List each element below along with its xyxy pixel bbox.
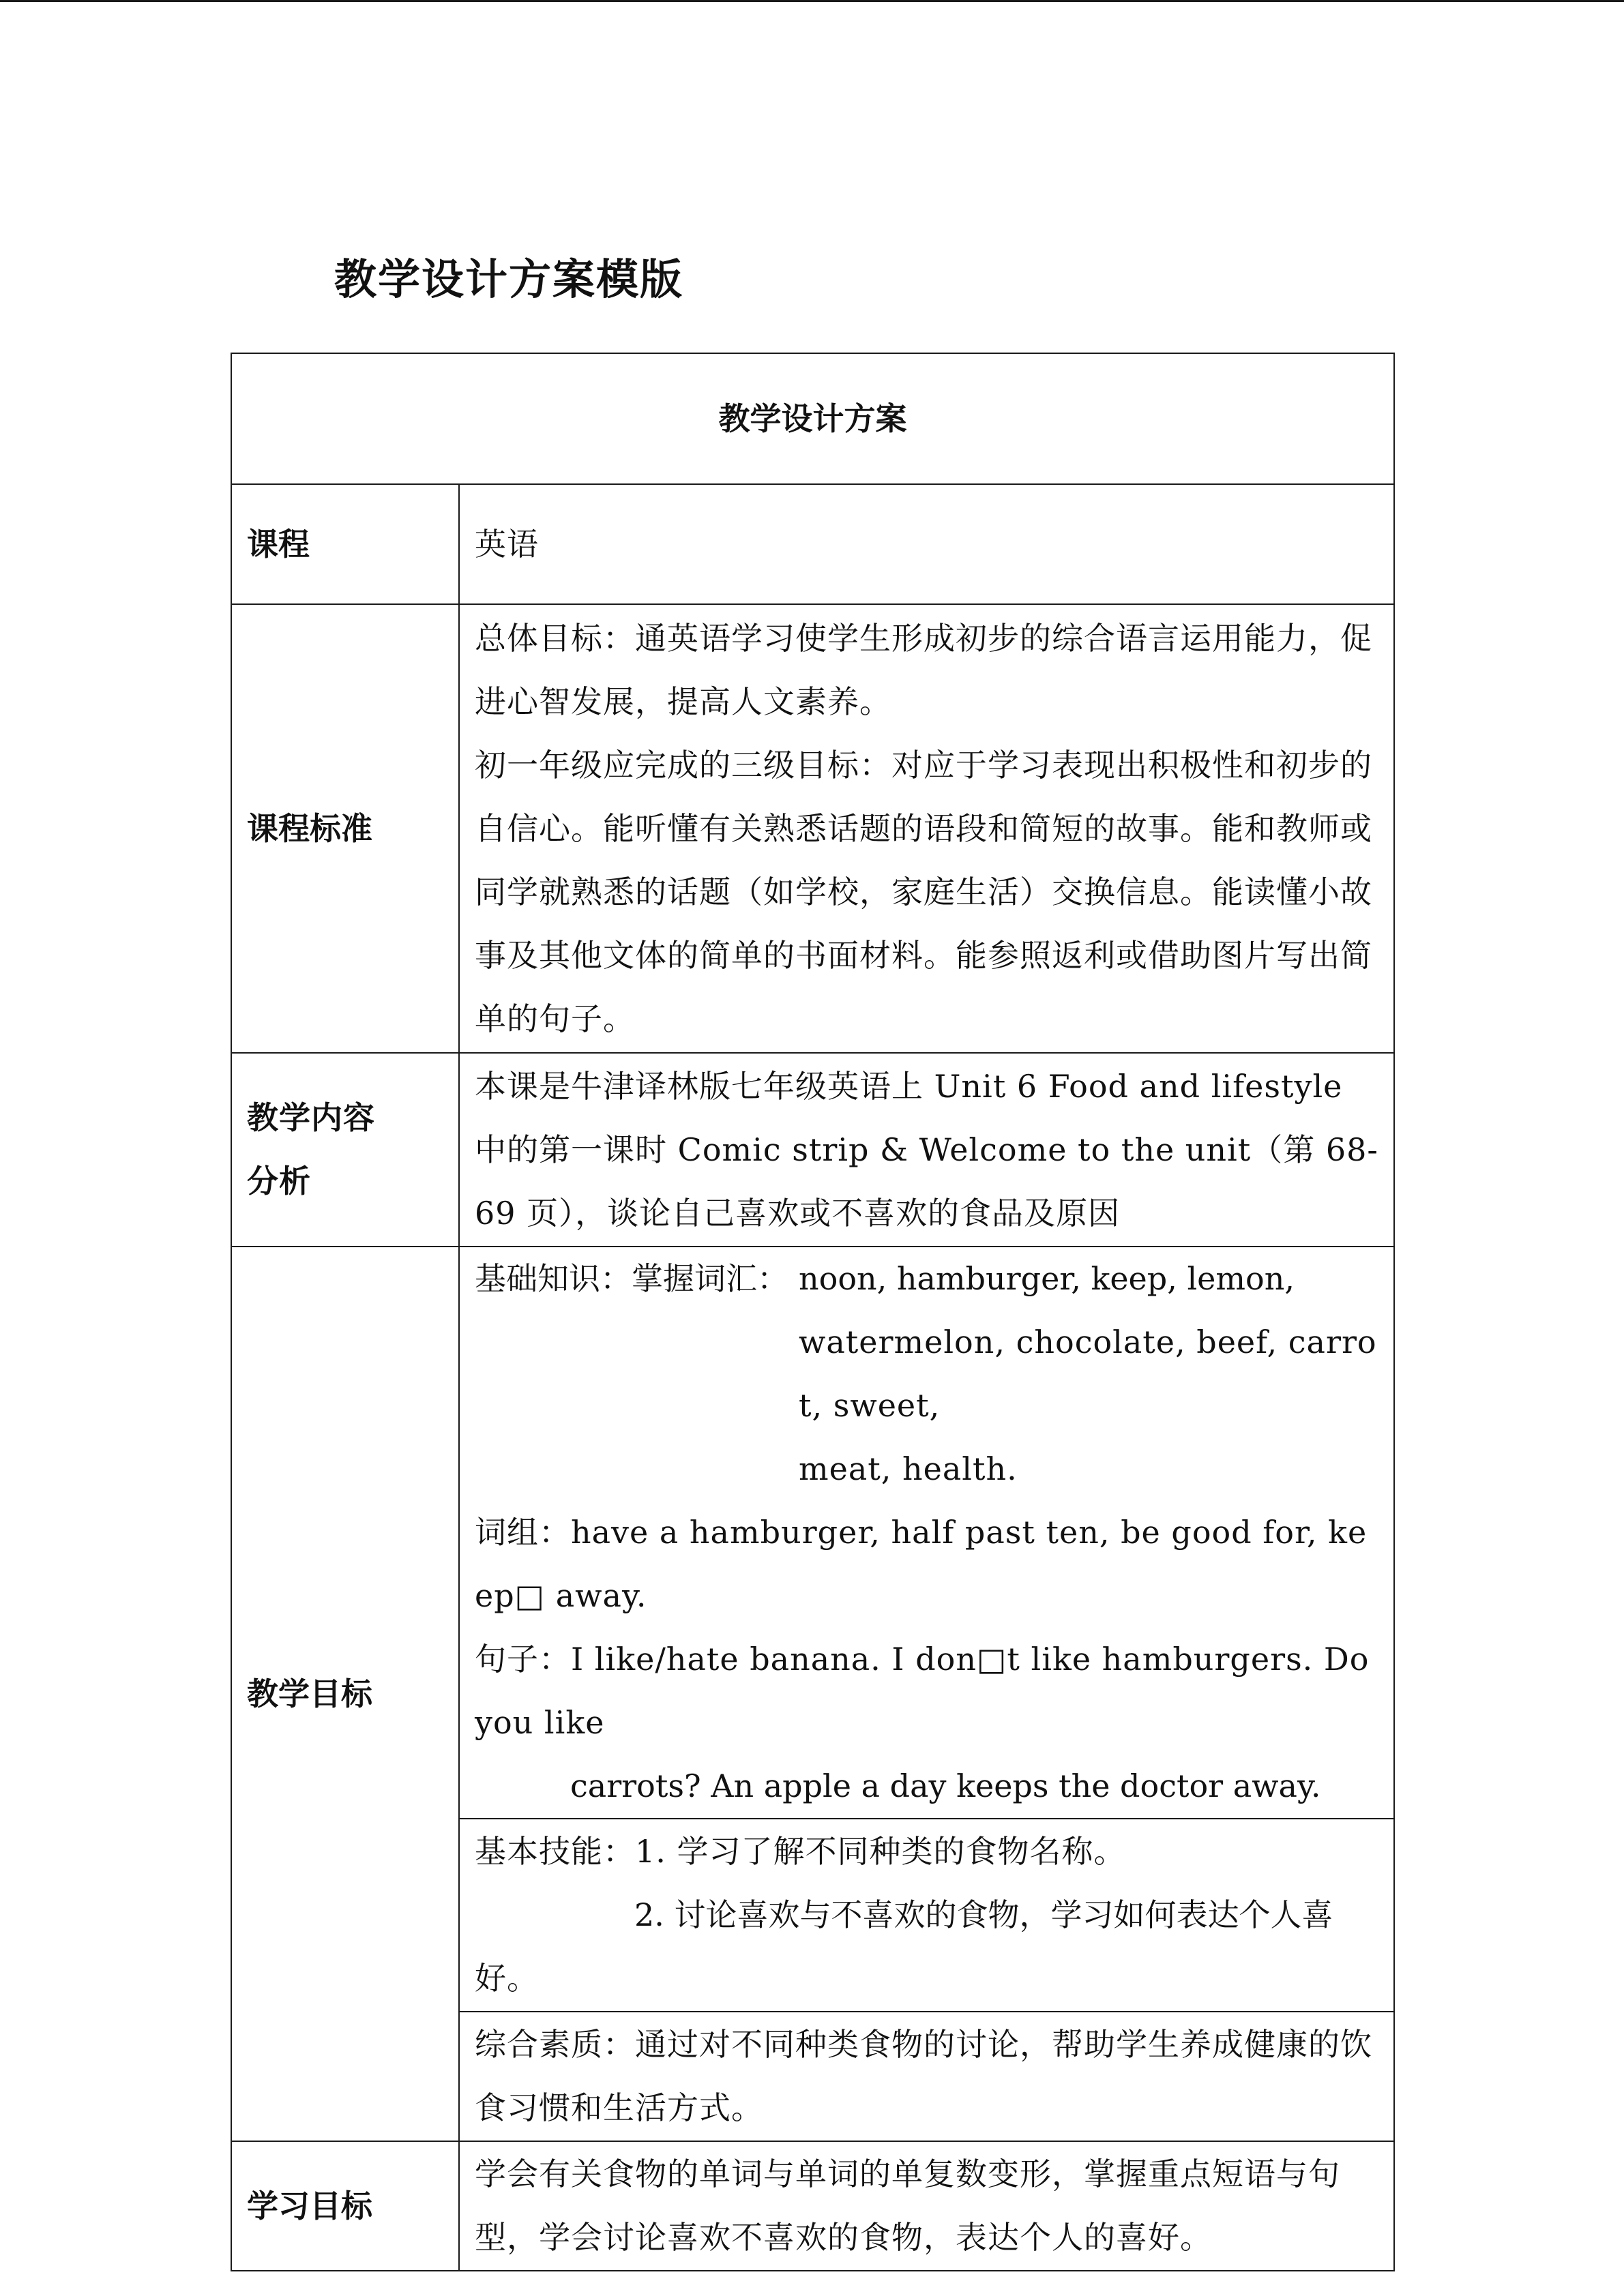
content-label-line1: 教学内容 <box>247 1099 375 1136</box>
objectives-label: 教学目标 <box>231 1247 459 2141</box>
learning-cell <box>459 2141 1394 2271</box>
course-value <box>459 484 1394 604</box>
knowledge-sentences-line1: 句子：I like/hate banana. I don□t like hamburgers. Do you like <box>475 1641 1370 1741</box>
knowledge-sentences-line2: carrots? An apple a day keeps the doctor away. <box>570 1768 1321 1804</box>
standard-overall-goal: 总体目标：通英语学习使学生形成初步的综合语言运用能力，促进心智发展，提高人文素养。 <box>475 619 1372 720</box>
knowledge-vocab-line3: meat, health. <box>799 1450 1018 1487</box>
course-row <box>231 484 1394 604</box>
objectives-skills-cell <box>459 1819 1394 2012</box>
learning-label: 学习目标 <box>231 2141 459 2271</box>
course-label: 课程 <box>231 484 459 604</box>
quality-text: 综合素质：通过对不同种类食物的讨论，帮助学生养成健康的饮食习惯和生活方式。 <box>475 2026 1372 2126</box>
content-row <box>231 1053 1394 1247</box>
skills-line3: 好。 <box>475 1960 539 1997</box>
standard-row <box>231 604 1394 1053</box>
learning-row <box>231 2141 1394 2271</box>
standard-cell <box>459 604 1394 1053</box>
standard-grade-goal: 初一年级应完成的三级目标：对应于学习表现出积极性和初步的自信心。能听懂有关熟悉话题的语段和简短的故事。能和教师或同学就熟悉的话题（如学校，家庭生活）交换信息。能读懂小故事及其他文体的简单的书面材料。能参照返利或借助图片写出简单的句子。 <box>475 746 1372 1037</box>
skills-line2: 2. 讨论喜欢与不喜欢的食物，学习如何表达个人喜 <box>634 1896 1333 1933</box>
content-label-line2: 分析 <box>247 1163 311 1199</box>
knowledge-phrases: 词组：have a hamburger, half past ten, be good for, keep□ away. <box>475 1514 1368 1614</box>
content-cell <box>459 1053 1394 1247</box>
learning-text: 学会有关食物的单词与单词的单复数变形，掌握重点短语与句型，学会讨论喜欢不喜欢的食物，表达个人的喜好。 <box>475 2156 1340 2256</box>
page-top-border <box>0 0 1624 2</box>
objectives-knowledge-row <box>231 1247 1394 1819</box>
knowledge-vocab-line2: watermelon, chocolate, beef, carrot, sweet, <box>799 1324 1377 1424</box>
knowledge-vocab-line1: noon, hamburger, keep, lemon, <box>799 1260 1295 1297</box>
course-value-text: 英语 <box>475 525 539 563</box>
objectives-knowledge-cell <box>459 1247 1394 1819</box>
objectives-quality-cell <box>459 2012 1394 2141</box>
table-header-row <box>231 353 1394 484</box>
skills-line1: 基本技能：1. 学习了解不同种类的食物名称。 <box>475 1833 1126 1870</box>
teaching-plan-table <box>231 353 1395 2271</box>
standard-label: 课程标准 <box>231 604 459 1053</box>
content-label <box>231 1053 459 1247</box>
knowledge-prefix: 基础知识：掌握词汇： <box>475 1260 788 1297</box>
content-text: 本课是牛津译林版七年级英语上 Unit 6 Food and lifestyle 中的第一课时 Comic strip & Welcome to the unit（第 68-69 页），谈论自己喜欢或不喜欢的食品及原因 <box>475 1067 1378 1232</box>
page-title: 教学设计方案模版 <box>334 254 684 304</box>
table-header: 教学设计方案 <box>231 353 1394 484</box>
